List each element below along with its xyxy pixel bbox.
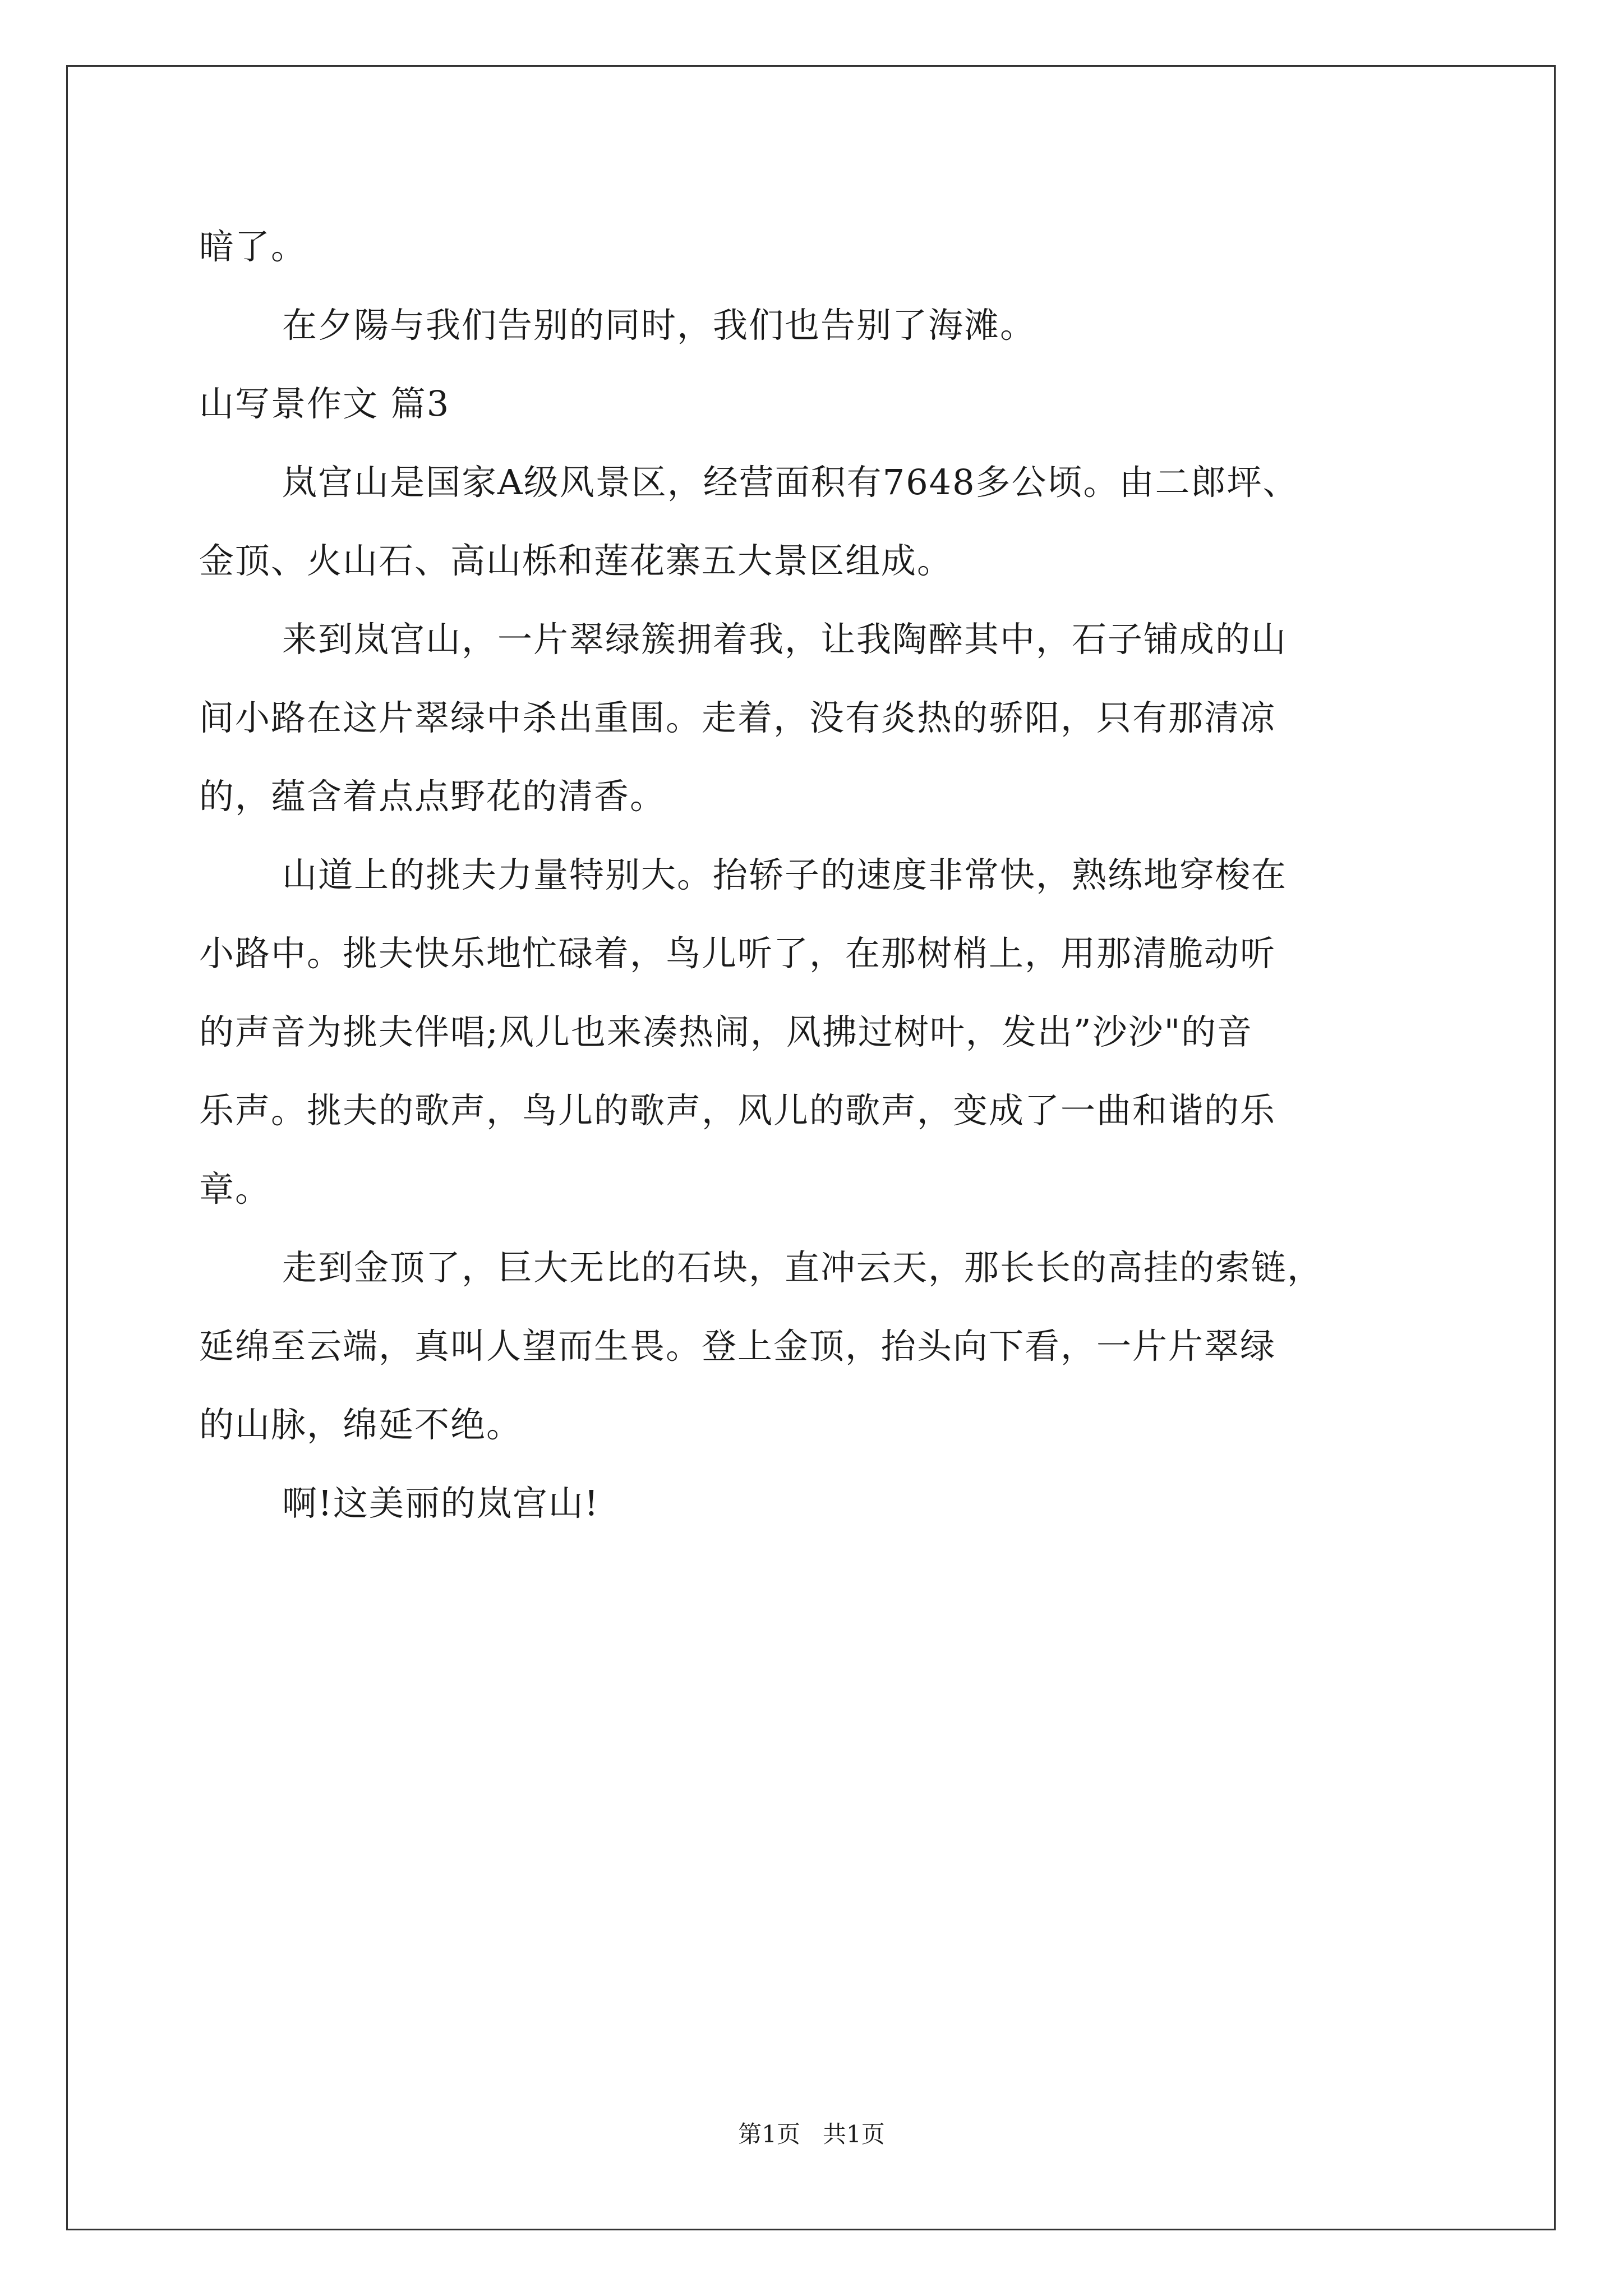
page-number-current: 第1页 [738,2120,800,2148]
text-line-2: 在夕陽与我们告别的同时，我们也告别了海滩。 [282,305,1036,346]
text-line-12: 乐声。挑夫的歌声，鸟儿的歌声，风儿的歌声，变成了一曲和谐的乐 [199,1090,1276,1131]
text-line-16: 的山脉，绵延不绝。 [199,1404,523,1445]
page-number-total: 共1页 [823,2120,885,2148]
document-body [199,208,1433,1543]
text-line-5: 金顶、火山石、高山栎和莲花寨五大景区组成。 [199,540,953,581]
text-line-11: 的声音为挑夫伴唱;风儿也来凑热闹，风拂过树叶，发出”沙沙"的音 [199,1011,1253,1052]
text-line-9: 山道上的挑夫力量特别大。抬轿子的速度非常快，熟练地穿梭在 [282,854,1288,895]
text-line-4: 岚宫山是国家A级风景区，经营面积有7648多公顷。由二郎坪、 [282,462,1299,503]
text-line-7: 间小路在这片翠绿中杀出重围。走着，没有炎热的骄阳，只有那清凉 [199,697,1276,738]
text-line-8: 的，蕴含着点点野花的清香。 [199,776,666,817]
text-line-15: 延绵至云端，真叫人望而生畏。登上金顶，抬头向下看，一片片翠绿 [199,1326,1276,1366]
section-heading: 山写景作文 篇3 [199,383,450,424]
text-line-1: 暗了。 [199,226,307,267]
text-line-17: 啊!这美丽的岚宫山! [282,1483,600,1524]
text-line-10: 小路中。挑夫快乐地忙碌着，鸟儿听了，在那树梢上，用那清脆动听 [199,933,1276,974]
text-line-14: 走到金顶了，巨大无比的石块，直冲云天，那长长的高挂的索链， [282,1247,1324,1288]
text-line-6: 来到岚宫山，一片翠绿簇拥着我，让我陶醉其中，石子铺成的山 [282,619,1288,660]
page-footer [0,2118,1623,2151]
text-line-13: 章。 [199,1168,271,1209]
